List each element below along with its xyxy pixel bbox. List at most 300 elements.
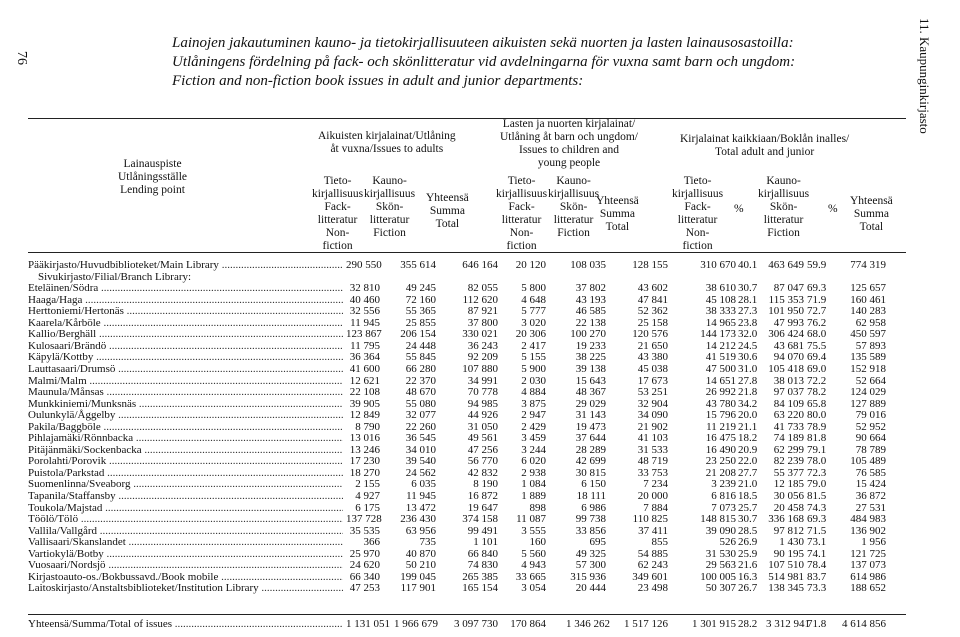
row-label: Vuosaari/Nordsjö ..... — [28, 559, 343, 572]
cell: 40 870 — [405, 547, 436, 560]
header-junior-kauno: Kauno- kirjallisuus Skön- litteratur Fiction — [548, 175, 600, 239]
cell: 3 020 — [521, 316, 546, 329]
cell: 1 956 — [861, 536, 886, 549]
cell: 55 845 — [405, 351, 436, 364]
header-top-rule — [28, 118, 906, 119]
row-label: Puistola/Parkstad ..... — [28, 467, 343, 480]
cell: 46 585 — [575, 305, 606, 318]
cell: 87 921 — [467, 305, 498, 318]
cell: 7 073 — [711, 501, 736, 514]
cell: 30.7 — [738, 282, 758, 295]
cell: 117 901 — [400, 582, 436, 595]
cell: 2 947 — [521, 409, 546, 422]
cell: 71.5 — [807, 524, 827, 537]
title-line-sv: Utlåningens fördelning på fack- och skönlitteratur vid avdelningarna för vuxna samt barn och ungdom: — [172, 54, 796, 70]
cell: 28.5 — [738, 524, 758, 537]
cell: 16 872 — [467, 490, 498, 502]
cell: 22 370 — [405, 374, 436, 387]
cell: 69.3 — [807, 282, 827, 295]
cell: 11 795 — [350, 339, 380, 352]
cell: 23 498 — [637, 582, 668, 595]
cell: 5 777 — [521, 305, 546, 318]
cell: 97 037 — [773, 386, 804, 399]
cell: 55 377 — [773, 466, 804, 479]
cell: 62 243 — [637, 559, 668, 572]
side-heading: 11. Kaupunginkirjasto — [917, 18, 932, 134]
cell: 90 195 — [773, 547, 804, 560]
row-label: Vartiokylä/Botby ..... — [28, 548, 343, 561]
cell: 206 154 — [400, 328, 436, 341]
header-total-kauno: Kauno- kirjallisuus Skön- litteratur Fiction — [758, 175, 810, 239]
cell: 17 673 — [637, 374, 668, 387]
cell: 105 418 — [768, 362, 804, 375]
cell: 26 992 — [705, 386, 736, 399]
cell: 34.2 — [738, 397, 758, 410]
cell: 100 005 — [700, 570, 736, 583]
cell: 36 364 — [349, 351, 380, 364]
cell: 1 430 — [779, 536, 804, 549]
cell: 40.1 — [738, 259, 758, 271]
cell: 20 444 — [575, 582, 606, 595]
cell: 3 054 — [521, 582, 546, 595]
cell: 14 965 — [705, 316, 736, 329]
cell: 90 664 — [855, 432, 886, 445]
cell: 39 090 — [705, 524, 736, 537]
cell: 35 535 — [349, 524, 380, 537]
cell: 4 927 — [355, 490, 380, 502]
cell: 81.5 — [807, 490, 827, 502]
cell: 199 045 — [400, 570, 436, 583]
cell: 17 230 — [349, 455, 380, 468]
cell: 22 108 — [349, 386, 380, 399]
cell: 107 510 — [768, 559, 804, 572]
cell: 28.2 — [738, 618, 758, 630]
cell: 74 189 — [773, 432, 804, 445]
cell: 29 563 — [705, 559, 736, 572]
cell: 62 958 — [855, 316, 886, 329]
cell: 898 — [529, 501, 546, 514]
cell: 18 270 — [349, 466, 380, 479]
cell: 39 905 — [349, 397, 380, 410]
row-label: Vallisaari/Skanslandet ..... — [28, 536, 343, 549]
header-adult-tieto: Tieto- kirjallisuus Fack- litteratur Non- fiction — [312, 175, 364, 252]
cell: 94 985 — [467, 397, 498, 410]
cell: 50 210 — [405, 559, 436, 572]
row-label: Eteläinen/Södra ..... — [28, 282, 343, 295]
cell: 79.1 — [807, 443, 827, 456]
row-label: Oulunkylä/Åggelby ..... — [28, 409, 343, 422]
cell: 32 810 — [349, 282, 380, 295]
cell: 68.0 — [807, 328, 827, 341]
cell: 39 138 — [575, 362, 606, 375]
cell: 72.2 — [807, 374, 827, 387]
table-title — [172, 34, 795, 91]
cell: 47 500 — [705, 362, 736, 375]
cell: 20 458 — [773, 501, 804, 514]
cell: 3 459 — [521, 432, 546, 445]
cell: 47 253 — [349, 582, 380, 595]
row-label: Munkkiniemi/Munksnäs ..... — [28, 398, 343, 411]
cell: 78.9 — [807, 420, 827, 433]
row-label: Toukola/Majstad ..... — [28, 502, 343, 515]
row-label: Kaarela/Kårböle ..... — [28, 317, 343, 330]
cell: 124 029 — [850, 386, 886, 399]
cell: 144 173 — [700, 328, 736, 341]
row-label: Pitäjänmäki/Sockenbacka ..... — [28, 444, 343, 457]
cell: 855 — [651, 536, 668, 549]
cell: 21 650 — [637, 339, 668, 352]
cell: 31 533 — [637, 443, 668, 456]
cell: 30 815 — [575, 466, 606, 479]
cell: 12 621 — [349, 374, 380, 387]
row-label: Porolahti/Porovik ..... — [28, 455, 343, 468]
cell: 100 270 — [570, 328, 606, 341]
cell: 36 243 — [467, 339, 498, 352]
cell: 27.8 — [738, 374, 758, 387]
cell: 15 424 — [855, 478, 886, 491]
cell: 13 016 — [349, 432, 380, 445]
cell: 1 966 679 — [394, 618, 438, 630]
cell: 27.7 — [738, 466, 758, 479]
cell: 21 902 — [637, 420, 668, 433]
cell: 70 778 — [467, 386, 498, 399]
row-label: Kulosaari/Brändö ..... — [28, 340, 343, 353]
cell: 26.9 — [738, 536, 758, 549]
cell: 695 — [589, 536, 606, 549]
cell: 22.0 — [738, 455, 758, 468]
header-total-pct2: % — [828, 203, 838, 215]
cell: 138 345 — [768, 582, 804, 595]
header-junior-total: Yhteensä Summa Total — [596, 195, 639, 233]
cell: 3 239 — [711, 478, 736, 491]
cell: 12 185 — [773, 478, 804, 491]
cell: 160 — [529, 536, 546, 549]
row-label: Töölö/Tölö ..... — [28, 513, 343, 526]
cell: 25.9 — [738, 547, 758, 560]
cell: 25 158 — [637, 316, 668, 329]
cell: 19 647 — [467, 501, 498, 514]
cell: 48 670 — [405, 386, 436, 399]
cell: 3 244 — [521, 443, 546, 456]
cell: 170 864 — [510, 618, 546, 630]
cell: 105 489 — [850, 455, 886, 468]
cell: 34 991 — [467, 374, 498, 387]
cell: 484 983 — [850, 513, 886, 526]
cell: 3 312 941 — [766, 618, 810, 630]
cell: 47 841 — [637, 293, 668, 306]
cell: 137 073 — [850, 559, 886, 572]
cell: 774 319 — [850, 259, 886, 271]
cell: 18 111 — [576, 490, 606, 502]
cell: 6 175 — [355, 501, 380, 514]
cell: 82 239 — [773, 455, 804, 468]
cell: 55 080 — [405, 397, 436, 410]
cell: 265 385 — [462, 570, 498, 583]
cell: 15 643 — [575, 374, 606, 387]
cell: 24 448 — [405, 339, 436, 352]
cell: 355 614 — [400, 259, 436, 271]
cell: 44 926 — [467, 409, 498, 422]
cell: 97 812 — [773, 524, 804, 537]
title-line-en: Fiction and non-fiction book issues in adult and junior departments: — [172, 73, 584, 89]
cell: 79 016 — [855, 409, 886, 422]
cell: 66 840 — [467, 547, 498, 560]
cell: 514 981 — [768, 570, 804, 583]
cell: 31 143 — [575, 409, 606, 422]
cell: 2 429 — [521, 420, 546, 433]
header-group-total: Kirjalainat kaikkiaan/Boklån inalles/ Total adult and junior — [680, 133, 850, 158]
cell: 76.2 — [807, 316, 827, 329]
cell: 160 461 — [850, 293, 886, 306]
cell: 4 648 — [521, 293, 546, 306]
cell: 43 193 — [575, 293, 606, 306]
cell: 27 531 — [855, 501, 886, 514]
cell: 463 649 — [768, 259, 804, 271]
cell: 30.7 — [738, 513, 758, 526]
cell: 127 889 — [850, 397, 886, 410]
cell: 56 770 — [467, 455, 498, 468]
header-total-total: Yhteensä Summa Total — [850, 195, 893, 233]
cell: 6 150 — [581, 478, 606, 491]
cell: 87 047 — [773, 282, 804, 295]
cell: 47 256 — [467, 443, 498, 456]
cell: 21.0 — [738, 478, 758, 491]
cell: 40 460 — [349, 293, 380, 306]
cell: 32.0 — [738, 328, 758, 341]
cell: 25 855 — [405, 316, 436, 329]
cell: 33 856 — [575, 524, 606, 537]
header-junior-tieto: Tieto- kirjallisuus Fack- litteratur Non- fiction — [496, 175, 548, 252]
row-label: Maunula/Månsas ..... — [28, 386, 343, 399]
cell: 107 880 — [462, 362, 498, 375]
cell: 6 035 — [411, 478, 436, 491]
cell: 3 555 — [521, 524, 546, 537]
cell: 57 300 — [575, 559, 606, 572]
cell: 110 825 — [632, 513, 668, 526]
cell: 188 652 — [850, 582, 886, 595]
cell: 71.9 — [807, 293, 827, 306]
cell: 34 010 — [405, 443, 436, 456]
cell: 29 029 — [575, 397, 606, 410]
cell: 49 325 — [575, 547, 606, 560]
cell: 123 867 — [346, 328, 382, 341]
cell: 8 190 — [473, 478, 498, 491]
cell: 4 943 — [521, 559, 546, 572]
cell: 92 209 — [467, 351, 498, 364]
cell: 20 000 — [637, 490, 668, 502]
cell: 101 950 — [768, 305, 804, 318]
cell: 5 155 — [521, 351, 546, 364]
cell: 43 602 — [637, 282, 668, 295]
row-label: Pakila/Baggböle ..... — [28, 421, 343, 434]
cell: 38 610 — [705, 282, 736, 295]
cell: 73.3 — [807, 582, 827, 595]
cell: 15 796 — [705, 409, 736, 422]
cell: 16 490 — [705, 443, 736, 456]
row-label: Malmi/Malm ..... — [28, 375, 343, 388]
cell: 49 561 — [467, 432, 498, 445]
cell: 94 070 — [773, 351, 804, 364]
cell: 3 097 730 — [454, 618, 498, 630]
cell: 349 601 — [632, 570, 668, 583]
header-group-adults: Aikuisten kirjalainat/Utlåning åt vuxna/Issues to adults — [318, 130, 456, 155]
cell: 120 576 — [632, 328, 668, 341]
cell: 21 208 — [705, 466, 736, 479]
cell: 55 365 — [405, 305, 436, 318]
cell: 65.8 — [807, 397, 827, 410]
cell: 30 056 — [773, 490, 804, 502]
table-row — [28, 582, 908, 595]
cell: 236 430 — [400, 513, 436, 526]
cell: 43 681 — [773, 339, 804, 352]
cell: 26.7 — [738, 582, 758, 595]
cell: 33 665 — [515, 570, 546, 583]
cell: 66 340 — [349, 570, 380, 583]
cell: 84 109 — [773, 397, 804, 410]
cell: 115 353 — [768, 293, 804, 306]
header-bottom-rule — [28, 252, 906, 253]
cell: 74.3 — [807, 501, 827, 514]
cell: 7 884 — [643, 501, 668, 514]
cell: 31 050 — [467, 420, 498, 433]
cell: 2 938 — [521, 466, 546, 479]
cell: 6 986 — [581, 501, 606, 514]
cell: 125 657 — [850, 282, 886, 295]
cell: 14 212 — [705, 339, 736, 352]
cell: 5 560 — [521, 547, 546, 560]
cell: 4 614 856 — [842, 618, 886, 630]
cell: 450 597 — [850, 328, 886, 341]
cell: 3 875 — [521, 397, 546, 410]
cell: 128 155 — [632, 259, 668, 271]
cell: 59.9 — [807, 259, 827, 271]
cell: 315 936 — [570, 570, 606, 583]
cell: 33 753 — [637, 466, 668, 479]
page-number: 76 — [14, 51, 29, 65]
cell: 39 540 — [405, 455, 436, 468]
cell: 38 013 — [773, 374, 804, 387]
cell: 148 815 — [700, 513, 736, 526]
cell: 41 519 — [705, 351, 736, 364]
cell: 25.7 — [738, 501, 758, 514]
cell: 152 918 — [850, 362, 886, 375]
cell: 136 902 — [850, 524, 886, 537]
cell: 41 103 — [637, 432, 668, 445]
cell: 24.5 — [738, 339, 758, 352]
cell: 41 733 — [773, 420, 804, 433]
cell: 14 651 — [705, 374, 736, 387]
cell: 80.0 — [807, 409, 827, 422]
cell: 63 220 — [773, 409, 804, 422]
cell: 37 644 — [575, 432, 606, 445]
row-label: Vallila/Vallgård ..... — [28, 525, 343, 538]
cell: 37 800 — [467, 316, 498, 329]
cell: 526 — [719, 536, 736, 549]
row-label: Suomenlinna/Sveaborg ..... — [28, 478, 343, 491]
cell: 62 299 — [773, 443, 804, 456]
cell: 1 517 126 — [624, 618, 668, 630]
cell: 72.7 — [807, 305, 827, 318]
cell: 83.7 — [807, 570, 827, 583]
cell: 614 986 — [850, 570, 886, 583]
cell: 11 945 — [406, 490, 436, 502]
cell: 108 035 — [570, 259, 606, 271]
cell: 16 475 — [705, 432, 736, 445]
cell: 6 020 — [521, 455, 546, 468]
row-label: Yhteensä/Summa/Total of issues ..... — [28, 618, 343, 631]
cell: 11 219 — [706, 420, 736, 433]
cell: 42 699 — [575, 455, 606, 468]
cell: 82 055 — [467, 282, 498, 295]
cell: 1 301 915 — [692, 618, 736, 630]
cell: 78.0 — [807, 455, 827, 468]
cell: 5 800 — [521, 282, 546, 295]
cell: 336 168 — [768, 513, 804, 526]
cell: 28 289 — [575, 443, 606, 456]
cell: 2 030 — [521, 374, 546, 387]
cell: 19 473 — [575, 420, 606, 433]
cell: 31.0 — [738, 362, 758, 375]
cell: 18.2 — [738, 432, 758, 445]
cell: 1 346 262 — [566, 618, 610, 630]
cell: 37 411 — [638, 524, 668, 537]
cell: 36 872 — [855, 490, 886, 502]
cell: 45 038 — [637, 362, 668, 375]
cell: 52 952 — [855, 420, 886, 433]
cell: 20.0 — [738, 409, 758, 422]
row-label: Pääkirjasto/Huvudbiblioteket/Main Library ..... — [28, 259, 343, 272]
cell: 31 530 — [705, 547, 736, 560]
title-line-fi: Lainojen jakautuminen kauno- ja tietokirjallisuuteen aikuisten sekä nuorten ja lasten lainausosastoilla: — [172, 35, 794, 51]
cell: 21.1 — [738, 420, 758, 433]
cell: 71.8 — [807, 618, 827, 630]
cell: 646 164 — [462, 259, 498, 271]
cell: 21.8 — [738, 386, 758, 399]
cell: 18.5 — [738, 490, 758, 502]
cell: 2 155 — [355, 478, 380, 491]
cell: 37 802 — [575, 282, 606, 295]
cell: 165 154 — [462, 582, 498, 595]
cell: 12 849 — [349, 409, 380, 422]
cell: 374 158 — [462, 513, 498, 526]
cell: 2 417 — [521, 339, 546, 352]
cell: 47 993 — [773, 316, 804, 329]
row-label: Käpylä/Kottby ..... — [28, 351, 343, 364]
cell: 8 790 — [355, 420, 380, 433]
header-lending-point: Lainauspiste Utlåningsställe Lending point — [118, 158, 187, 196]
row-label: Laitoskirjasto/Anstaltsbiblioteket/Institution Library ..... — [28, 582, 343, 595]
cell: 5 900 — [521, 362, 546, 375]
cell: 140 283 — [850, 305, 886, 318]
row-label: Tapanila/Staffansby ..... — [28, 490, 343, 503]
cell: 24 562 — [405, 466, 436, 479]
cell: 28.1 — [738, 293, 758, 306]
total-rule — [28, 614, 906, 615]
cell: 43 780 — [705, 397, 736, 410]
header-adult-total: Yhteensä Summa Total — [426, 192, 469, 230]
cell: 21.6 — [738, 559, 758, 572]
cell: 735 — [419, 536, 436, 549]
cell: 50 307 — [705, 582, 736, 595]
cell: 1 101 — [473, 536, 498, 549]
cell: 306 424 — [768, 328, 804, 341]
cell: 24 620 — [349, 559, 380, 572]
cell: 20.9 — [738, 443, 758, 456]
cell: 330 021 — [462, 328, 498, 341]
cell: 11 945 — [350, 316, 380, 329]
cell: 290 550 — [346, 259, 382, 271]
cell: 1 084 — [521, 478, 546, 491]
